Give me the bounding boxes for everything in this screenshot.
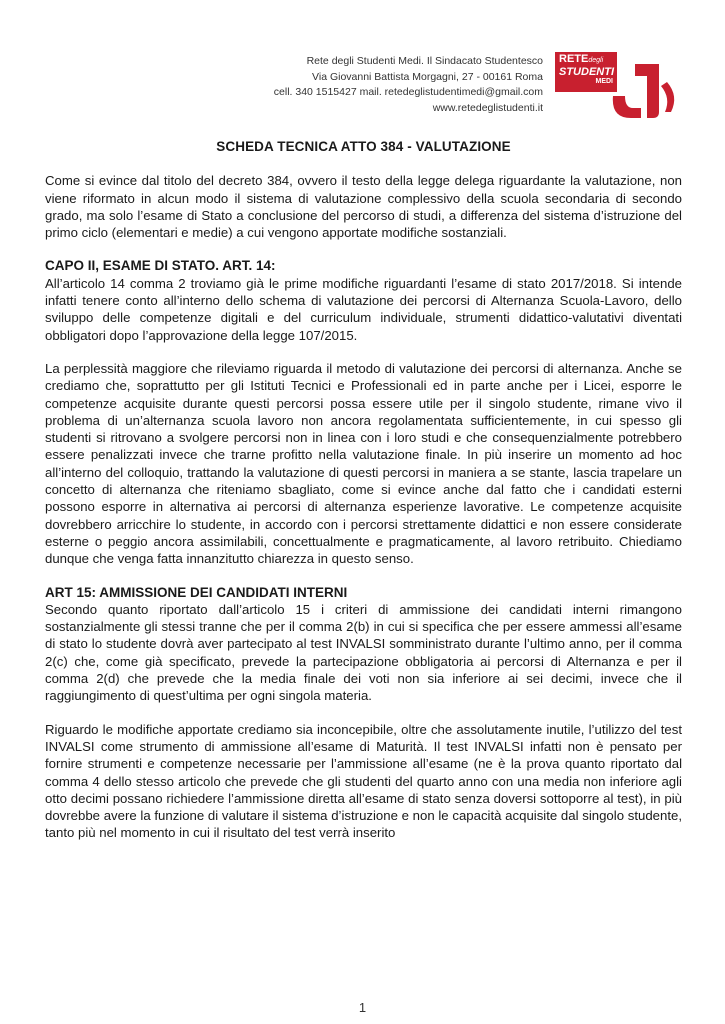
logo-text-medi: MEDI bbox=[595, 78, 613, 85]
document-body bbox=[45, 138, 682, 842]
contact-block bbox=[274, 54, 543, 116]
org-name: Rete degli Studenti Medi. Il Sindacato Studentesco bbox=[306, 55, 543, 67]
art15-paragraph-2: Riguardo le modifiche apportate crediamo sia inconcepibile, oltre che assolutamente inutile, l’utilizzo del test INVALSI come strumento di ammissione all’esame di Maturità. Il test INVALSI infatti non è pensato per fornire strumenti e competenze necessarie per l’ammissione all’esame (ne è la prova quanto riportato dal comma 4 dello stesso articolo che prevede che gli studenti del quarto anno con una media non inferiore agli otto decimi possano richiedere l’ammissione diretta all’esame di stato senza doversi sottoporre al test), in più dovrebbe avere la funzione di valutare il sistema d’istruzione e non le capacità acquisite dal singolo studente, tanto più nel momento in cui il risultato del test verrà inserito bbox=[45, 721, 682, 841]
letterhead bbox=[274, 52, 685, 122]
section-heading-art15: ART 15: AMMISSIONE DEI CANDIDATI INTERNI bbox=[45, 584, 348, 600]
logo-text-degli: degli bbox=[588, 57, 604, 64]
art14-paragraph-1: All’articolo 14 comma 2 troviamo già le prime modifiche riguardanti l’esame di stato 2017/2018. Si intende infatti tenere conto all’interno dello schema di valutazione dei percorsi di Alternanza Scuola-Lavoro, dello sviluppo delle competenze digitali e del curriculum individuale, strumenti didattico-valutativi diventati obbligatori dopo l’approvazione della legge 107/2015. bbox=[45, 275, 682, 343]
art14-paragraph-2: La perplessità maggiore che rileviamo riguarda il metodo di valutazione dei percorsi di alternanza. Anche se crediamo che, soprattutto per gli Istituti Tecnici e Professionali ed in parte anche per i Licei, esporre le competenze acquisite durante questi percorsi possa essere utile per il singolo studente, rimane vivo il problema di un’alternanza scuola lavoro non ancora regolamentata sufficientemente, in cui spesso gli studenti si ritrovano a svolgere percorsi non in linea con i loro studi e che consequenzialmente potrebbero essere penalizzati invece che trarne profitto nella valutazione finale. In più inserire un momento ad hoc all’interno del colloquio, trattando la valutazione di questi percorsi in maniera a se stante, lascia trapelare un concetto di alternanza che riteniamo sbagliato, come si evince anche dal fatto che i candidati esterni possono esporre in alternativa ai percorsi di alternanza esperienze lavorative. Le competenze acquisite dovrebbero arricchire lo studente, in accordo con i percorsi strettamente didattici e non essere considerate esterne o peggio ancora assimilabili, concettualmente e pragmaticamente, al lavoro retribuito. Chiediamo dunque che venga fatta innanzitutto chiarezza in questo senso. bbox=[45, 360, 682, 567]
rete-studenti-logo bbox=[555, 52, 685, 122]
document-title: SCHEDA TECNICA ATTO 384 - VALUTAZIONE bbox=[216, 139, 511, 154]
org-website[interactable]: www.retedeglistudenti.it bbox=[432, 101, 543, 114]
page-number: 1 bbox=[358, 1000, 367, 1015]
section-heading-art14: CAPO II, ESAME DI STATO. ART. 14: bbox=[45, 258, 276, 274]
intro-paragraph: Come si evince dal titolo del decreto 384, ovvero il testo della legge delega riguardante la valutazione, non viene riformato in alcun modo il sistema di valutazione complessivo della scuola secondaria di secondo grado, ma solo l’esame di Stato a conclusione del percorso di studi, a differenza del sistema d’istruzione del primo ciclo (elementari e medie) a cui vengono apportate modifiche sostanziali. bbox=[45, 173, 682, 241]
org-contacts: cell. 340 1515427 mail. retedeglistudentimedi@gmail.com bbox=[273, 86, 543, 98]
org-address: Via Giovanni Battista Morgagni, 27 - 00161 Roma bbox=[312, 70, 543, 83]
art15-paragraph-1: Secondo quanto riportato dall’articolo 15 i criteri di ammissione dei candidati interni rimangono sostanzialmente gli stessi tranne che per il comma 2(b) in cui si specifica che per essere ammessi all’esame di stato lo studente dovrà aver partecipato al test INVALSI somministrato durante l’ultimo anno, per il comma 2(c) che, come già specificato, prevede la partecipazione obbligatoria ai percorsi di Alternanza e per il comma 2(d) che prevede che la media finale dei voti non sia inferiore ai sei decimi, invece che il raggiungimento di quest’ultima per ogni singola materia. bbox=[45, 601, 682, 704]
logo-text-studenti: STUDENTI bbox=[559, 66, 614, 78]
logo-text-rete: RETE bbox=[559, 53, 589, 65]
